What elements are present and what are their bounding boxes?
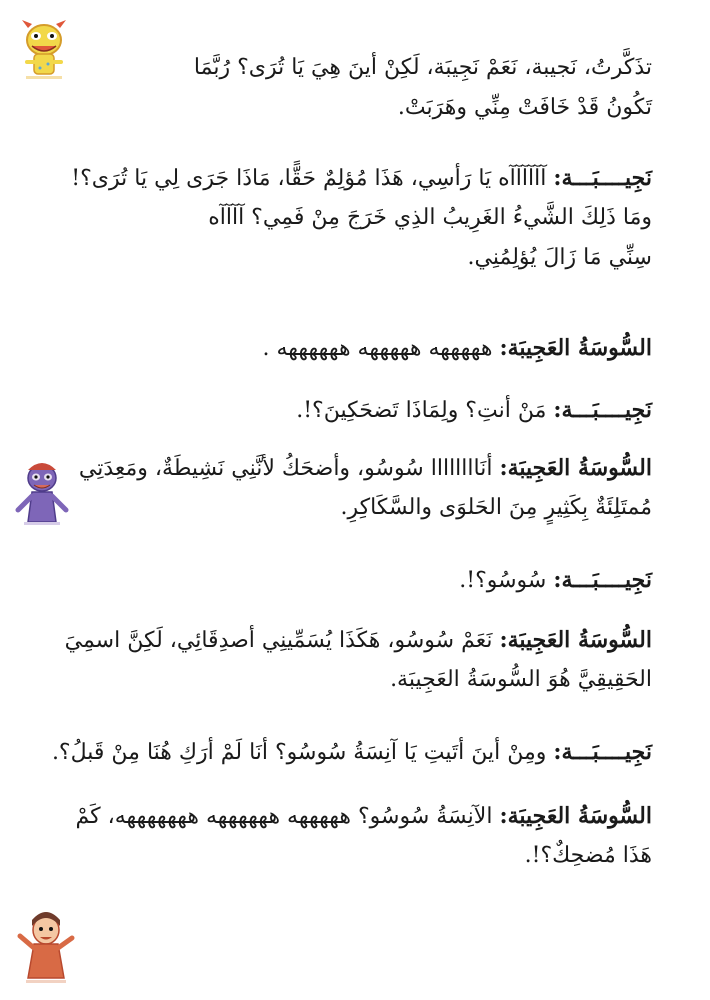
text-line: هَذَا مُضحِكٌ؟!. xyxy=(524,843,652,868)
text-line: تذَكَّرتُ، نَجيبة، نَعَمْ نَجِيبَة، لَكِنْ أينَ هِيَ يَا تُرَى؟ رُبَّمَا xyxy=(193,55,652,80)
dialogue-line xyxy=(52,390,652,430)
dialogue-line xyxy=(52,796,652,836)
dialogue-block xyxy=(52,620,652,700)
dialogue-block xyxy=(52,48,652,128)
speaker-name: السُّوسَةُ العَجِيبَة: xyxy=(499,455,652,481)
dialogue-line xyxy=(52,448,652,488)
speaker-name: السُّوسَةُ العَجِيبَة: xyxy=(499,627,652,653)
speaker-name: نَجِيــــبَـــة: xyxy=(553,165,652,191)
dialogue-block xyxy=(52,328,652,368)
dialogue-text: ومِنْ أينَ أتَيتِ يَا آنِسَةُ سُوسُو؟ أنَا لَمْ أرَكِ هُنَا مِنْ قَبلُ؟. xyxy=(51,740,547,765)
dialogue-text: نَعَمْ سُوسُو، هَكَذَا يُسَمِّينِي أصدِقَائِي، لَكِنَّ اسمِيَ xyxy=(64,628,493,653)
speaker-name: السُّوسَةُ العَجِيبَة: xyxy=(499,335,652,361)
dialogue-line xyxy=(52,620,652,660)
dialogue-block xyxy=(52,732,652,772)
dialogue-text: سُوسُو؟!. xyxy=(459,568,547,593)
dialogue-line xyxy=(52,328,652,368)
dialogue-text: الآنِسَةُ سُوسُو؟ هههههه ههههههه هههههههه، كَمْ xyxy=(75,804,493,829)
dialogue-text: آآآآآآه يَا رَأسِي، هَذَا مُؤلِمٌ حَقًّا، مَاذَا جَرَى لِي يَا تُرَى؟! xyxy=(71,166,547,191)
dialogue-text: أنَاااااااا سُوسُو، وأضحَكُ لأنَّنِي نَشِيطَةٌ، ومَعِدَتِي xyxy=(78,456,493,481)
red-girl-puppet-illustration xyxy=(14,908,78,988)
text-line: تَكُونُ قَدْ خَافَتْ مِنِّي وهَرَبَتْ. xyxy=(397,95,652,120)
dialogue-line xyxy=(52,732,652,772)
dialogue-block xyxy=(52,560,652,600)
dialogue-line xyxy=(52,158,652,198)
speaker-name: نَجِيــــبَـــة: xyxy=(553,567,652,593)
dialogue-text: هههههه هههههه ههههههه . xyxy=(262,336,493,361)
dialogue-block xyxy=(52,390,652,430)
speaker-name: نَجِيــــبَـــة: xyxy=(553,739,652,765)
text-line: ومَا ذَلِكَ الشَّيءُ الغَرِيبُ الذِي خَرَجَ مِنْ فَمِي؟ آآآآه xyxy=(208,205,652,230)
dialogue-text: مَنْ أنتِ؟ ولِمَاذَا تَضحَكِينَ؟!. xyxy=(296,398,547,423)
dialogue-block xyxy=(52,796,652,876)
dialogue-block xyxy=(52,448,652,528)
red-girl-icon xyxy=(20,912,72,983)
dialogue-line xyxy=(52,560,652,600)
text-line: مُمتَلِئَةٌ بِكَثِيرٍ مِنَ الحَلوَى والسَّكَاكِرِ. xyxy=(340,495,652,520)
dialogue-block xyxy=(52,158,652,278)
speaker-name: نَجِيــــبَـــة: xyxy=(553,397,652,423)
speaker-name: السُّوسَةُ العَجِيبَة: xyxy=(499,803,652,829)
text-line: سِنِّي مَا زَالَ يُؤلِمُنِي. xyxy=(467,245,652,270)
text-line: الحَقِيقِيَّ هُوَ السُّوسَةُ العَجِيبَة. xyxy=(390,667,652,692)
